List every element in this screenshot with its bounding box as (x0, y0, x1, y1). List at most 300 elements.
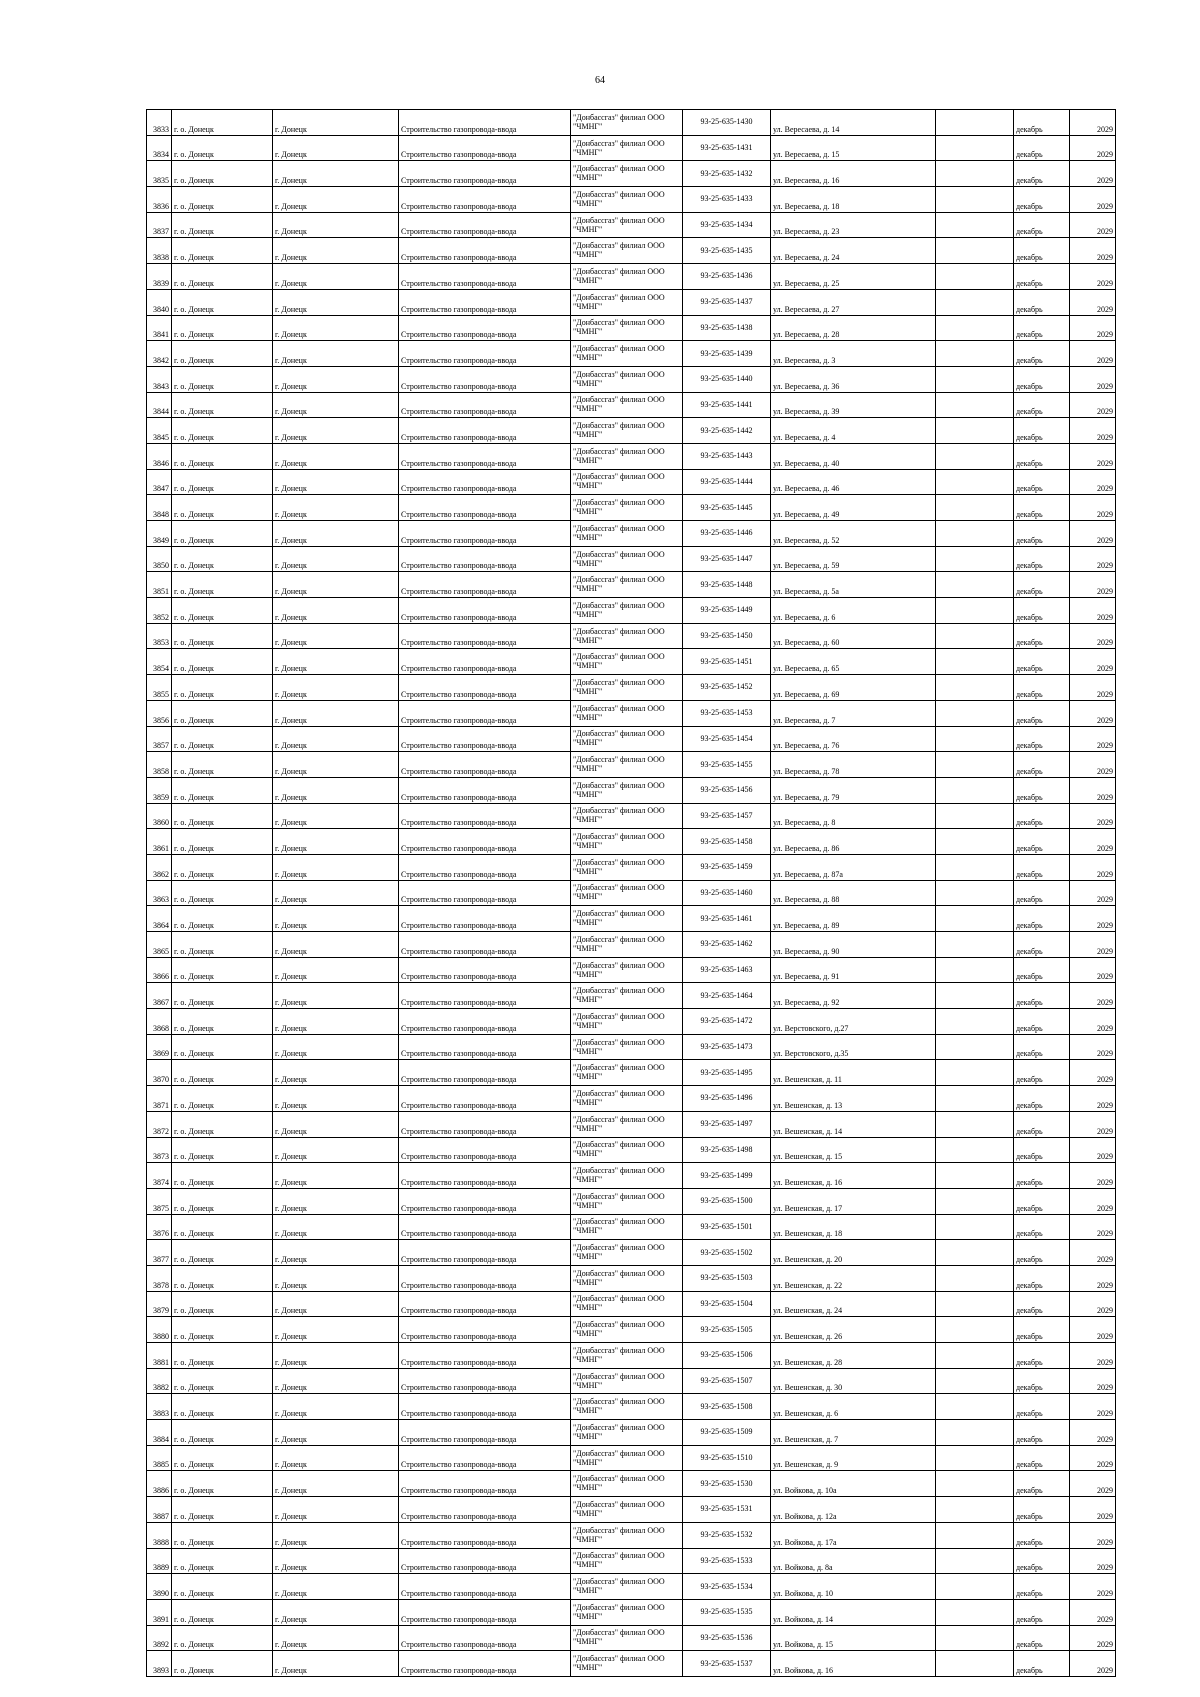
empty-cell (936, 572, 1014, 598)
address-cell: ул. Вересаева, д. 6 (771, 598, 936, 624)
table-row (147, 1548, 1116, 1574)
city-cell: г. Донецк (273, 1548, 399, 1574)
year-cell: 2029 (1070, 161, 1116, 187)
empty-cell (936, 983, 1014, 1009)
organization-line-1: "Донбассгаз" филиал ООО (573, 1654, 665, 1664)
organization-line-1: "Донбассгаз" филиал ООО (573, 1397, 665, 1407)
district-cell: г. о. Донецк (172, 906, 273, 932)
month-cell: декабрь (1014, 1265, 1070, 1291)
row-number: 3840 (147, 289, 172, 315)
empty-cell (936, 1343, 1014, 1369)
city-cell: г. Донецк (273, 1060, 399, 1086)
empty-cell (936, 1137, 1014, 1163)
city-cell: г. Донецк (273, 1343, 399, 1369)
row-number: 3889 (147, 1548, 172, 1574)
city-cell: г. Донецк (273, 932, 399, 958)
row-number: 3880 (147, 1317, 172, 1343)
empty-cell (936, 777, 1014, 803)
city-cell: г. Донецк (273, 752, 399, 778)
organization-line-2: "ЧМНГ" (573, 1200, 603, 1210)
empty-cell (936, 341, 1014, 367)
organization-cell (571, 1599, 683, 1625)
city-cell: г. Донецк (273, 341, 399, 367)
month-cell: декабрь (1014, 1240, 1070, 1266)
district-cell: г. о. Донецк (172, 1240, 273, 1266)
object-code-cell: 93-25-635-1510 (683, 1445, 771, 1471)
organization-cell (571, 1625, 683, 1651)
address-cell: ул. Вересаева, д. 46 (771, 469, 936, 495)
month-cell: декабрь (1014, 932, 1070, 958)
month-cell: декабрь (1014, 546, 1070, 572)
object-code-cell: 93-25-635-1453 (683, 700, 771, 726)
organization-cell (571, 521, 683, 547)
object-code-cell: 93-25-635-1535 (683, 1599, 771, 1625)
year-cell: 2029 (1070, 880, 1116, 906)
organization-line-1: "Донбассгаз" филиал ООО (573, 652, 665, 662)
organization-line-2: "ЧМНГ" (573, 1380, 603, 1390)
month-cell: декабрь (1014, 675, 1070, 701)
organization-line-2: "ЧМНГ" (573, 1586, 603, 1596)
district-cell: г. о. Донецк (172, 1317, 273, 1343)
empty-cell (936, 1548, 1014, 1574)
organization-line-2: "ЧМНГ" (573, 1637, 603, 1647)
page-number: 64 (595, 75, 605, 86)
year-cell: 2029 (1070, 366, 1116, 392)
organization-cell (571, 1522, 683, 1548)
city-cell: г. Донецк (273, 572, 399, 598)
organization-line-1: "Донбассгаз" филиал ООО (573, 1602, 665, 1612)
month-cell: декабрь (1014, 649, 1070, 675)
table-row (147, 1317, 1116, 1343)
object-code-cell: 93-25-635-1433 (683, 187, 771, 213)
address-cell: ул. Вешенская, д. 20 (771, 1240, 936, 1266)
empty-cell (936, 1497, 1014, 1523)
organization-line-2: "ЧМНГ" (573, 686, 603, 696)
year-cell: 2029 (1070, 1163, 1116, 1189)
row-number: 3871 (147, 1086, 172, 1112)
district-cell: г. о. Донецк (172, 1034, 273, 1060)
empty-cell (936, 546, 1014, 572)
month-cell: декабрь (1014, 983, 1070, 1009)
organization-line-1: "Донбассгаз" филиал ООО (573, 703, 665, 713)
empty-cell (936, 1599, 1014, 1625)
address-cell: ул. Вешенская, д. 11 (771, 1060, 936, 1086)
organization-line-2: "ЧМНГ" (573, 1303, 603, 1313)
city-cell: г. Донецк (273, 1009, 399, 1035)
object-code-cell: 93-25-635-1443 (683, 443, 771, 469)
empty-cell (936, 1086, 1014, 1112)
row-number: 3865 (147, 932, 172, 958)
row-number: 3879 (147, 1291, 172, 1317)
district-cell: г. о. Донецк (172, 726, 273, 752)
empty-cell (936, 854, 1014, 880)
organization-cell (571, 495, 683, 521)
month-cell: декабрь (1014, 598, 1070, 624)
district-cell: г. о. Донецк (172, 264, 273, 290)
organization-line-1: "Донбассгаз" филиал ООО (573, 1577, 665, 1587)
month-cell: декабрь (1014, 854, 1070, 880)
month-cell: декабрь (1014, 880, 1070, 906)
district-cell: г. о. Донецк (172, 110, 273, 136)
organization-line-1: "Донбассгаз" филиал ООО (573, 857, 665, 867)
work-type-cell: Строительство газопровода-ввода (399, 906, 571, 932)
address-cell: ул. Вересаева, д. 8 (771, 803, 936, 829)
work-type-cell: Строительство газопровода-ввода (399, 521, 571, 547)
empty-cell (936, 1471, 1014, 1497)
organization-cell (571, 1163, 683, 1189)
organization-cell (571, 212, 683, 238)
district-cell: г. о. Донецк (172, 238, 273, 264)
work-type-cell: Строительство газопровода-ввода (399, 649, 571, 675)
table-row (147, 1111, 1116, 1137)
organization-line-2: "ЧМНГ" (573, 866, 603, 876)
empty-cell (936, 418, 1014, 444)
empty-cell (936, 289, 1014, 315)
organization-cell (571, 649, 683, 675)
table-row (147, 623, 1116, 649)
address-cell: ул. Вересаева, д. 60 (771, 623, 936, 649)
row-number: 3850 (147, 546, 172, 572)
address-cell: ул. Вересаева, д. 69 (771, 675, 936, 701)
organization-line-2: "ЧМНГ" (573, 327, 603, 337)
address-cell: ул. Вешенская, д. 16 (771, 1163, 936, 1189)
row-number: 3853 (147, 623, 172, 649)
city-cell: г. Донецк (273, 289, 399, 315)
month-cell: декабрь (1014, 1317, 1070, 1343)
organization-line-2: "ЧМНГ" (573, 584, 603, 594)
city-cell: г. Донецк (273, 1522, 399, 1548)
district-cell: г. о. Донецк (172, 1471, 273, 1497)
district-cell: г. о. Донецк (172, 392, 273, 418)
district-cell: г. о. Донецк (172, 1368, 273, 1394)
address-cell: ул. Вешенская, д. 15 (771, 1137, 936, 1163)
month-cell: декабрь (1014, 135, 1070, 161)
table-row (147, 854, 1116, 880)
row-number: 3856 (147, 700, 172, 726)
district-cell: г. о. Донецк (172, 1574, 273, 1600)
address-cell: ул. Вешенская, д. 7 (771, 1420, 936, 1446)
city-cell: г. Донецк (273, 495, 399, 521)
table-row (147, 1060, 1116, 1086)
table-row (147, 110, 1116, 136)
city-cell: г. Донецк (273, 1034, 399, 1060)
address-cell: ул. Вешенская, д. 9 (771, 1445, 936, 1471)
object-code-cell: 93-25-635-1496 (683, 1086, 771, 1112)
object-code-cell: 93-25-635-1472 (683, 1009, 771, 1035)
organization-line-1: "Донбассгаз" филиал ООО (573, 523, 665, 533)
organization-line-1: "Донбассгаз" филиал ООО (573, 1243, 665, 1253)
organization-cell (571, 1574, 683, 1600)
table-row (147, 1034, 1116, 1060)
organization-line-2: "ЧМНГ" (573, 1354, 603, 1364)
table-row (147, 315, 1116, 341)
work-type-cell: Строительство газопровода-ввода (399, 726, 571, 752)
city-cell: г. Донецк (273, 1599, 399, 1625)
year-cell: 2029 (1070, 726, 1116, 752)
address-cell: ул. Вешенская, д. 17 (771, 1188, 936, 1214)
district-cell: г. о. Донецк (172, 289, 273, 315)
year-cell: 2029 (1070, 135, 1116, 161)
year-cell: 2029 (1070, 675, 1116, 701)
organization-line-1: "Донбассгаз" филиал ООО (573, 1320, 665, 1330)
year-cell: 2029 (1070, 1471, 1116, 1497)
address-cell: ул. Вересаева, д. 79 (771, 777, 936, 803)
district-cell: г. о. Донецк (172, 212, 273, 238)
year-cell: 2029 (1070, 1034, 1116, 1060)
address-cell: ул. Вересаева, д. 39 (771, 392, 936, 418)
empty-cell (936, 161, 1014, 187)
city-cell: г. Донецк (273, 854, 399, 880)
table-row (147, 366, 1116, 392)
month-cell: декабрь (1014, 341, 1070, 367)
work-type-cell: Строительство газопровода-ввода (399, 1651, 571, 1677)
empty-cell (936, 212, 1014, 238)
object-code-cell: 93-25-635-1503 (683, 1265, 771, 1291)
object-code-cell: 93-25-635-1431 (683, 135, 771, 161)
row-number: 3848 (147, 495, 172, 521)
month-cell: декабрь (1014, 1009, 1070, 1035)
city-cell: г. Донецк (273, 957, 399, 983)
empty-cell (936, 1291, 1014, 1317)
address-cell: ул. Вересаева, д. 14 (771, 110, 936, 136)
work-type-cell: Строительство газопровода-ввода (399, 1471, 571, 1497)
organization-line-1: "Донбассгаз" филиал ООО (573, 986, 665, 996)
table-row (147, 1574, 1116, 1600)
object-code-cell: 93-25-635-1464 (683, 983, 771, 1009)
year-cell: 2029 (1070, 572, 1116, 598)
organization-line-1: "Донбассгаз" филиал ООО (573, 626, 665, 636)
work-type-cell: Строительство газопровода-ввода (399, 315, 571, 341)
year-cell: 2029 (1070, 623, 1116, 649)
address-cell: ул. Вересаева, д. 91 (771, 957, 936, 983)
row-number: 3857 (147, 726, 172, 752)
work-type-cell: Строительство газопровода-ввода (399, 1420, 571, 1446)
empty-cell (936, 803, 1014, 829)
object-code-cell: 93-25-635-1449 (683, 598, 771, 624)
table-row (147, 238, 1116, 264)
month-cell: декабрь (1014, 1163, 1070, 1189)
district-cell: г. о. Донецк (172, 1265, 273, 1291)
organization-cell (571, 392, 683, 418)
work-type-cell: Строительство газопровода-ввода (399, 341, 571, 367)
organization-line-1: "Донбассгаз" филиал ООО (573, 1371, 665, 1381)
district-cell: г. о. Донецк (172, 1497, 273, 1523)
object-code-cell: 93-25-635-1507 (683, 1368, 771, 1394)
district-cell: г. о. Донецк (172, 495, 273, 521)
city-cell: г. Донецк (273, 521, 399, 547)
organization-cell (571, 418, 683, 444)
organization-line-2: "ЧМНГ" (573, 481, 603, 491)
address-cell: ул. Верстовского, д.27 (771, 1009, 936, 1035)
organization-line-2: "ЧМНГ" (573, 1663, 603, 1673)
city-cell: г. Донецк (273, 315, 399, 341)
organization-line-1: "Донбассгаз" филиал ООО (573, 112, 665, 122)
month-cell: декабрь (1014, 1034, 1070, 1060)
organization-line-2: "ЧМНГ" (573, 532, 603, 542)
year-cell: 2029 (1070, 1086, 1116, 1112)
empty-cell (936, 238, 1014, 264)
empty-cell (936, 623, 1014, 649)
empty-cell (936, 1111, 1014, 1137)
district-cell: г. о. Донецк (172, 752, 273, 778)
work-type-cell: Строительство газопровода-ввода (399, 752, 571, 778)
object-code-cell: 93-25-635-1432 (683, 161, 771, 187)
row-number: 3872 (147, 1111, 172, 1137)
district-cell: г. о. Донецк (172, 983, 273, 1009)
address-cell: ул. Вешенская, д. 14 (771, 1111, 936, 1137)
organization-line-2: "ЧМНГ" (573, 1072, 603, 1082)
table-row (147, 443, 1116, 469)
table-row (147, 392, 1116, 418)
work-type-cell: Строительство газопровода-ввода (399, 1343, 571, 1369)
empty-cell (936, 700, 1014, 726)
month-cell: декабрь (1014, 957, 1070, 983)
organization-line-1: "Донбассгаз" филиал ООО (573, 832, 665, 842)
object-code-cell: 93-25-635-1499 (683, 1163, 771, 1189)
address-cell: ул. Вересаева, д. 76 (771, 726, 936, 752)
row-number: 3884 (147, 1420, 172, 1446)
month-cell: декабрь (1014, 572, 1070, 598)
organization-line-1: "Донбассгаз" филиал ООО (573, 395, 665, 405)
district-cell: г. о. Донецк (172, 1137, 273, 1163)
row-number: 3841 (147, 315, 172, 341)
address-cell: ул. Вересаева, д. 5а (771, 572, 936, 598)
work-type-cell: Строительство газопровода-ввода (399, 1086, 571, 1112)
city-cell: г. Донецк (273, 726, 399, 752)
address-cell: ул. Вересаева, д. 49 (771, 495, 936, 521)
organization-line-2: "ЧМНГ" (573, 404, 603, 414)
year-cell: 2029 (1070, 1240, 1116, 1266)
month-cell: декабрь (1014, 1086, 1070, 1112)
month-cell: декабрь (1014, 1574, 1070, 1600)
organization-line-2: "ЧМНГ" (573, 995, 603, 1005)
object-code-cell: 93-25-635-1501 (683, 1214, 771, 1240)
organization-line-1: "Донбассгаз" филиал ООО (573, 600, 665, 610)
row-number: 3885 (147, 1445, 172, 1471)
month-cell: декабрь (1014, 1420, 1070, 1446)
work-type-cell: Строительство газопровода-ввода (399, 1060, 571, 1086)
city-cell: г. Донецк (273, 1368, 399, 1394)
organization-cell (571, 1291, 683, 1317)
work-type-cell: Строительство газопровода-ввода (399, 932, 571, 958)
month-cell: декабрь (1014, 443, 1070, 469)
address-cell: ул. Вешенская, д. 30 (771, 1368, 936, 1394)
district-cell: г. о. Донецк (172, 1522, 273, 1548)
month-cell: декабрь (1014, 110, 1070, 136)
city-cell: г. Донецк (273, 598, 399, 624)
city-cell: г. Донецк (273, 829, 399, 855)
organization-line-2: "ЧМНГ" (573, 147, 603, 157)
table-row (147, 1471, 1116, 1497)
organization-line-2: "ЧМНГ" (573, 764, 603, 774)
district-cell: г. о. Донецк (172, 880, 273, 906)
organization-line-2: "ЧМНГ" (573, 173, 603, 183)
row-number: 3874 (147, 1163, 172, 1189)
organization-line-1: "Донбассгаз" филиал ООО (573, 472, 665, 482)
organization-line-1: "Донбассгаз" филиал ООО (573, 369, 665, 379)
object-code-cell: 93-25-635-1441 (683, 392, 771, 418)
row-number: 3866 (147, 957, 172, 983)
organization-cell (571, 1548, 683, 1574)
object-code-cell: 93-25-635-1463 (683, 957, 771, 983)
organization-line-1: "Донбассгаз" филиал ООО (573, 934, 665, 944)
city-cell: г. Донецк (273, 1420, 399, 1446)
organization-cell (571, 1368, 683, 1394)
row-number: 3844 (147, 392, 172, 418)
year-cell: 2029 (1070, 1651, 1116, 1677)
table-row (147, 187, 1116, 213)
organization-line-1: "Донбассгаз" филиал ООО (573, 266, 665, 276)
year-cell: 2029 (1070, 649, 1116, 675)
table-row (147, 1214, 1116, 1240)
organization-line-2: "ЧМНГ" (573, 738, 603, 748)
table-row (147, 1394, 1116, 1420)
district-cell: г. о. Донецк (172, 957, 273, 983)
row-number: 3847 (147, 469, 172, 495)
organization-line-2: "ЧМНГ" (573, 301, 603, 311)
address-cell: ул. Войкова, д. 15 (771, 1625, 936, 1651)
organization-line-2: "ЧМНГ" (573, 1611, 603, 1621)
object-code-cell: 93-25-635-1451 (683, 649, 771, 675)
organization-line-1: "Донбассгаз" филиал ООО (573, 1140, 665, 1150)
address-cell: ул. Вешенская, д. 26 (771, 1317, 936, 1343)
object-code-cell: 93-25-635-1508 (683, 1394, 771, 1420)
work-type-cell: Строительство газопровода-ввода (399, 1291, 571, 1317)
city-cell: г. Донецк (273, 1137, 399, 1163)
organization-cell (571, 1009, 683, 1035)
year-cell: 2029 (1070, 700, 1116, 726)
empty-cell (936, 1651, 1014, 1677)
table-row (147, 1420, 1116, 1446)
table-row (147, 572, 1116, 598)
city-cell: г. Донецк (273, 1265, 399, 1291)
organization-cell (571, 264, 683, 290)
address-cell: ул. Вересаева, д. 3 (771, 341, 936, 367)
object-code-cell: 93-25-635-1456 (683, 777, 771, 803)
address-cell: ул. Вешенская, д. 28 (771, 1343, 936, 1369)
organization-cell (571, 1086, 683, 1112)
organization-line-2: "ЧМНГ" (573, 507, 603, 517)
organization-line-2: "ЧМНГ" (573, 275, 603, 285)
city-cell: г. Донецк (273, 1188, 399, 1214)
organization-line-1: "Донбассгаз" филиал ООО (573, 806, 665, 816)
table-row (147, 675, 1116, 701)
table-row (147, 341, 1116, 367)
organization-line-1: "Донбассгаз" филиал ООО (573, 575, 665, 585)
organization-line-2: "ЧМНГ" (573, 1097, 603, 1107)
city-cell: г. Донецк (273, 1317, 399, 1343)
district-cell: г. о. Донецк (172, 1060, 273, 1086)
organization-line-2: "ЧМНГ" (573, 1457, 603, 1467)
month-cell: декабрь (1014, 1368, 1070, 1394)
empty-cell (936, 880, 1014, 906)
address-cell: ул. Вересаева, д. 28 (771, 315, 936, 341)
row-number: 3867 (147, 983, 172, 1009)
table-row (147, 546, 1116, 572)
row-number: 3864 (147, 906, 172, 932)
organization-cell (571, 1214, 683, 1240)
work-type-cell: Строительство газопровода-ввода (399, 1163, 571, 1189)
year-cell: 2029 (1070, 264, 1116, 290)
table-row (147, 726, 1116, 752)
address-cell: ул. Вересаева, д. 40 (771, 443, 936, 469)
district-cell: г. о. Донецк (172, 315, 273, 341)
empty-cell (936, 1420, 1014, 1446)
year-cell: 2029 (1070, 341, 1116, 367)
organization-line-1: "Донбассгаз" филиал ООО (573, 1063, 665, 1073)
table-row (147, 1188, 1116, 1214)
month-cell: декабрь (1014, 1214, 1070, 1240)
